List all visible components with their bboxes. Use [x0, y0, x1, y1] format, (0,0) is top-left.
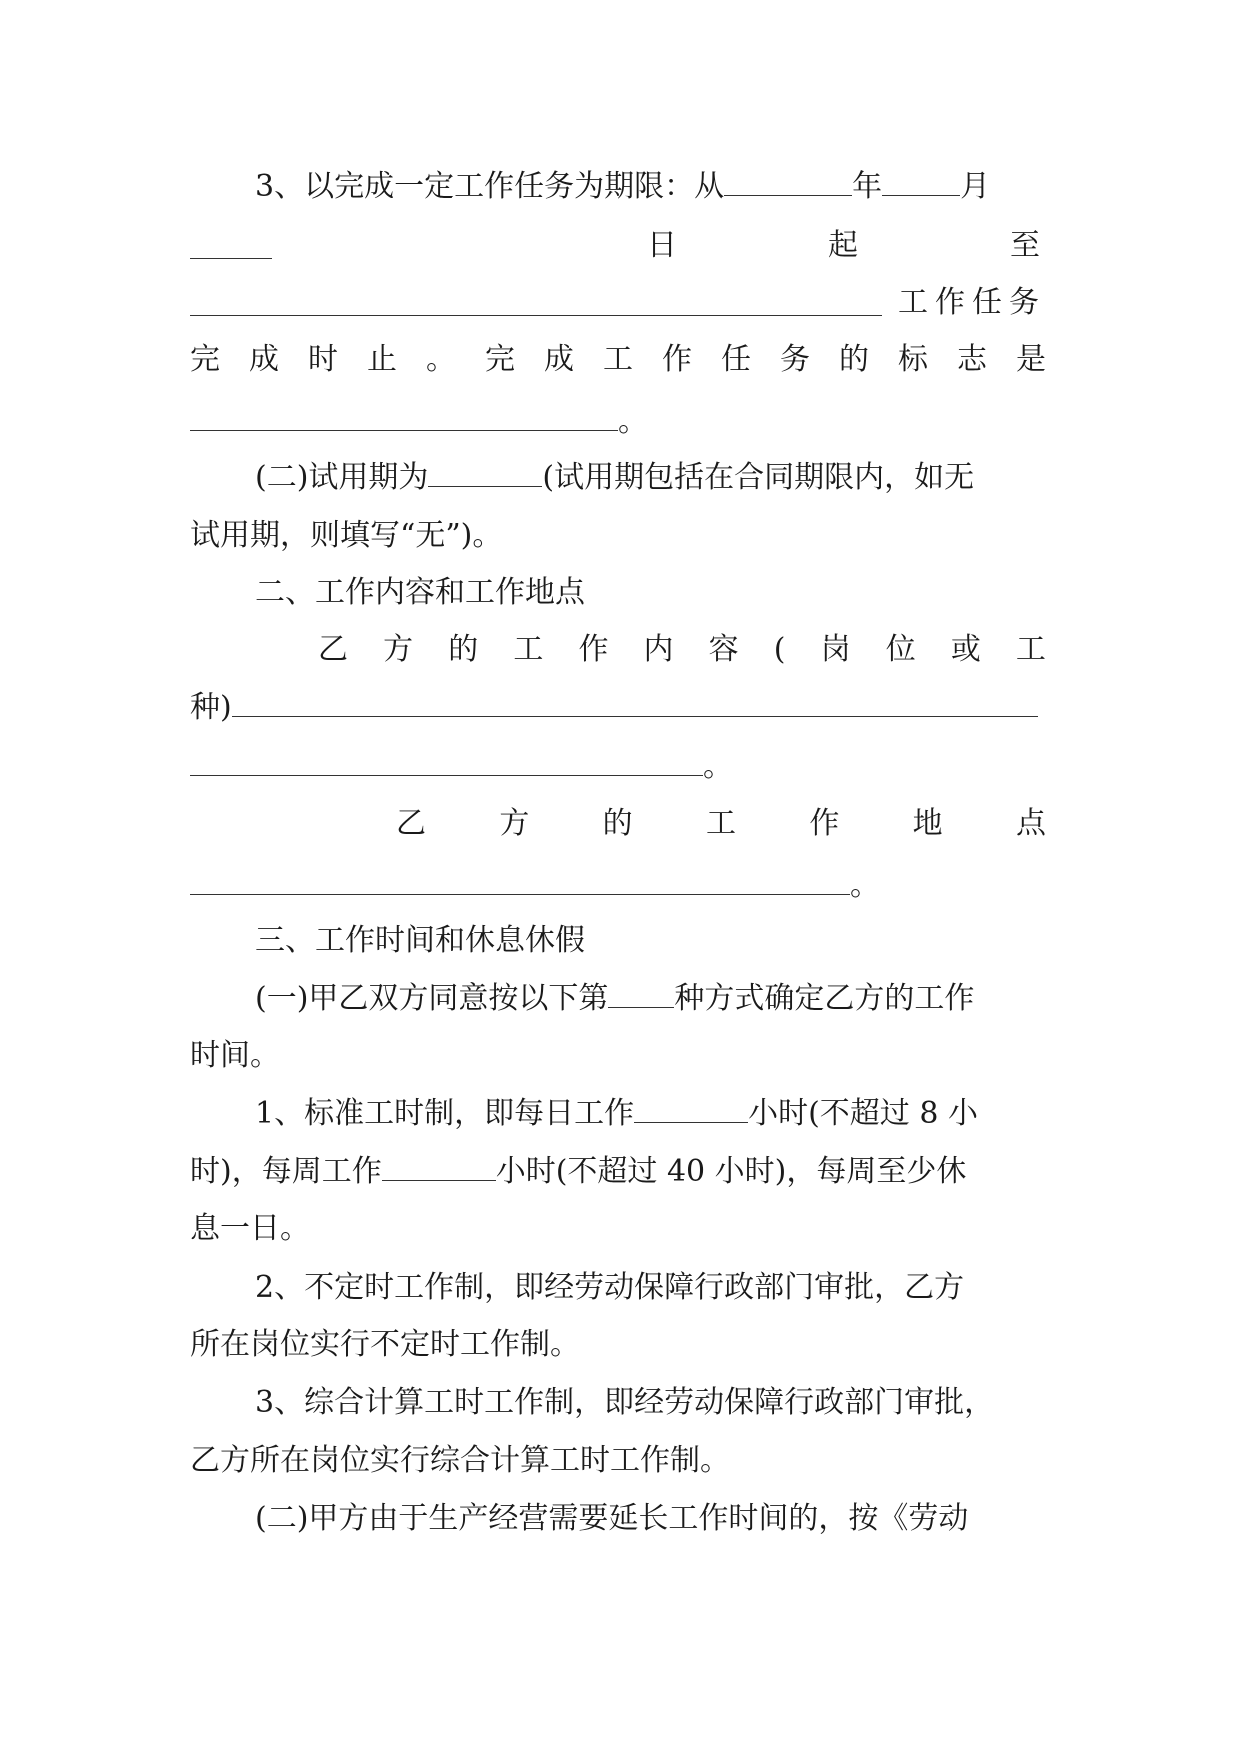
char: (: [773, 632, 786, 667]
paragraph-line: [255, 1383, 1055, 1423]
text: 小时(不超过 40 小时)，每周至少休: [495, 1154, 967, 1189]
text: 三、工作时间和休息休假: [255, 923, 585, 958]
char: 的: [839, 342, 869, 377]
text: 至: [1010, 228, 1040, 263]
text: 息一日。: [190, 1211, 310, 1246]
char: 地: [912, 806, 943, 841]
paragraph-line: [190, 1036, 1046, 1076]
text: 日: [647, 228, 677, 263]
paragraph-line: [318, 630, 1046, 670]
blank-field-daily-hours: [634, 1098, 748, 1123]
paragraph-line: [190, 283, 1046, 323]
text: 种): [190, 690, 232, 725]
paragraph-line: [190, 402, 1046, 442]
section-heading: [255, 573, 1046, 613]
char: 完: [190, 342, 220, 377]
char: 工: [705, 806, 736, 841]
char: 工: [513, 632, 544, 667]
text: (二)甲方由于生产经营需要延长工作时间的，按《劳动: [255, 1501, 969, 1536]
char: 点: [1015, 806, 1046, 841]
text: 乙方所在岗位实行综合计算工时工作制。: [190, 1443, 730, 1478]
paragraph-line: [255, 1499, 1046, 1539]
blank-field-month: [882, 171, 960, 196]
blank-field-task: [190, 291, 882, 316]
blank-field-day: [190, 234, 272, 259]
text: 小时(不超过 8 小: [748, 1096, 978, 1131]
text: (二)试用期为: [255, 460, 429, 495]
char: 或: [950, 632, 981, 667]
char: 容: [708, 632, 739, 667]
text: 2、不定时工作制，即经劳动保障行政部门审批，乙方: [255, 1270, 965, 1305]
char: 务: [780, 342, 810, 377]
text: 时间。: [190, 1038, 280, 1073]
paragraph-line: [255, 458, 1046, 498]
char: 作: [809, 806, 840, 841]
text: 试用期，则填写“无”)。: [190, 518, 503, 553]
paragraph-line: [255, 979, 1046, 1019]
text: 起: [828, 228, 858, 263]
char: 乙: [318, 632, 348, 667]
char: 。: [426, 342, 456, 377]
text: 。: [703, 749, 733, 784]
paragraph-line: [190, 1441, 1046, 1481]
paragraph-line: [255, 1268, 1046, 1308]
paragraph-line: [190, 1152, 1046, 1192]
char: 岗: [820, 632, 851, 667]
text: 所在岗位实行不定时工作制。: [190, 1327, 580, 1362]
blank-field-completion-mark: [190, 406, 618, 431]
paragraph-line: [255, 167, 1046, 207]
text: 工作任务: [898, 285, 1046, 320]
char: 成: [544, 342, 574, 377]
text: 时)，每周工作: [190, 1154, 382, 1189]
char: 乙: [396, 806, 426, 841]
paragraph-line: [190, 340, 1046, 380]
blank-field-year: [724, 171, 852, 196]
section-heading: [255, 921, 1046, 961]
char: 的: [448, 632, 479, 667]
char: 志: [957, 342, 987, 377]
char: 止: [367, 342, 397, 377]
text: 。: [850, 868, 880, 903]
blank-field-work-location: [190, 870, 850, 895]
text: (试用期包括在合同期限内，如无: [542, 460, 975, 495]
text: (一)甲乙双方同意按以下第: [255, 981, 609, 1016]
char: 方: [499, 806, 530, 841]
char: 任: [721, 342, 751, 377]
char: 完: [485, 342, 515, 377]
blank-field-method-number: [608, 983, 674, 1008]
char: 是: [1016, 342, 1046, 377]
char: 位: [885, 632, 916, 667]
char: 内: [643, 632, 674, 667]
paragraph-line: [255, 1094, 1046, 1134]
blank-field-weekly-hours: [382, 1156, 496, 1181]
text: 1、标准工时制，即每日工作: [255, 1096, 635, 1131]
char: 标: [898, 342, 928, 377]
paragraph-line: [190, 866, 1046, 906]
text: 。: [618, 404, 648, 439]
paragraph-line: [190, 1209, 1046, 1249]
paragraph-line: [190, 226, 1046, 266]
char: 方: [383, 632, 414, 667]
blank-field-job-content-cont: [190, 751, 703, 776]
char: 时: [308, 342, 338, 377]
char: 工: [1015, 632, 1046, 667]
paragraph-line: [190, 516, 1046, 556]
text: 年: [852, 169, 883, 204]
text: 月: [960, 169, 991, 204]
text: 种方式确定乙方的工作: [674, 981, 975, 1016]
char: 工: [603, 342, 633, 377]
text: 3、以完成一定工作任务为期限：从: [255, 169, 725, 204]
char: 作: [578, 632, 609, 667]
blank-field-probation: [428, 462, 542, 487]
paragraph-line: [190, 747, 1046, 787]
text: 二、工作内容和工作地点: [255, 575, 585, 610]
blank-field-job-content: [232, 692, 1038, 717]
paragraph-line: [190, 688, 1046, 728]
text: 3、综合计算工时工作制，即经劳动保障行政部门审批，: [255, 1385, 995, 1420]
char: 成: [249, 342, 279, 377]
char: 作: [662, 342, 692, 377]
paragraph-line: [396, 804, 1046, 844]
paragraph-line: [190, 1325, 1046, 1365]
char: 的: [602, 806, 633, 841]
